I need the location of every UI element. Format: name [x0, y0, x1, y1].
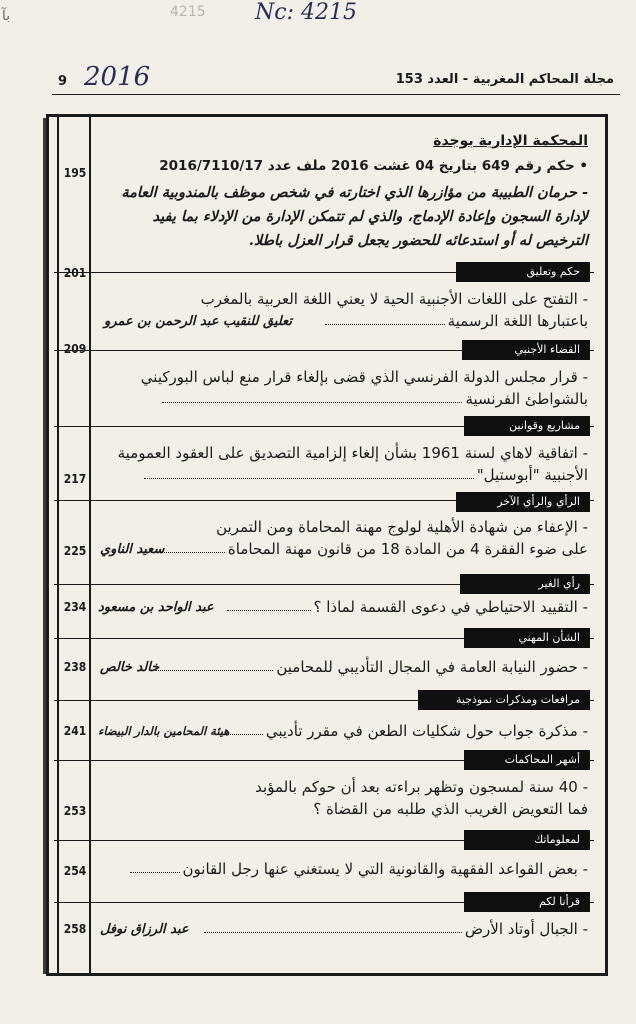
section-banner: حكم وتعليق — [456, 262, 590, 282]
entry-author: عبد الرزاق نوفل — [100, 922, 189, 937]
entry-text: - حضور النيابة العامة في المجال التأديبي للمحامين — [276, 658, 588, 676]
page-ref-238: 238 — [63, 660, 87, 674]
court-heading: المحكمة الإدارية بوجدة — [433, 133, 588, 149]
entry-line: - اتفاقية لاهاي لسنة 1961 بشأن إلغاء إلزامية التصديق على العقود العمومية — [117, 444, 588, 462]
handwritten-stamp: Nc: 4215 — [255, 0, 357, 25]
dot-leader — [144, 472, 474, 479]
decision-summary-line-2: لإدارة السجون وإعادة الإدماج، والذي لم تتمكن الإدارة من الإدلاء بما يفيد — [152, 208, 588, 225]
dot-leader — [325, 318, 445, 325]
entry-line — [152, 658, 588, 676]
page-ref-225: 225 — [63, 544, 87, 558]
entry-text: باعتبارها اللغة الرسمية — [447, 312, 588, 330]
page-ref-254: 254 — [63, 864, 87, 878]
entry-line: فما التعويض الغريب الذي طلبه من القضاة ؟ — [313, 800, 588, 818]
decision-summary-line-3: الترخيص له أو استدعائه للحضور يجعل قرار العزل باطلا. — [248, 232, 588, 249]
section-banner: القضاء الأجنبي — [462, 340, 590, 360]
journal-title: مجلة المحاكم المغربية - العدد 153 — [395, 72, 614, 87]
decision-summary-line-1: - حرمان الطبيبة من مؤازرها الذي اختارته في شخص موظف بالمندوبية العامة — [121, 184, 588, 201]
entry-line: - قرار مجلس الدولة الفرنسي الذي قضى بإلغاء قرار منع لباس البوركيني — [140, 368, 588, 386]
section-banner: الشأن المهني — [464, 628, 590, 648]
entry-line — [141, 466, 588, 484]
entry-line: - 40 سنة لمسجون وتظهر براءته بعد أن حوكم بالمؤبد — [255, 778, 588, 796]
entry-author: هيئة المحامين بالدار البيضاء — [98, 724, 230, 738]
page-ref-209: 209 — [63, 342, 87, 356]
dot-leader — [225, 728, 263, 735]
entry-author: خالد خالص — [100, 660, 160, 675]
entry-author: سعيد الناوي — [100, 542, 165, 557]
entry-line — [224, 598, 588, 616]
page-number: 9 — [58, 74, 68, 89]
entry-text: - التقييد الاحتياطي في دعوى القسمة لماذا ؟ — [313, 598, 588, 616]
entry-text: بالشواطئ الفرنسية — [465, 390, 588, 408]
entry-text: - بعض القواعد الفقهية والقانونية التي لا يستغني عنها رجل القانون — [182, 860, 588, 878]
section-banner: مشاريع وقوانين — [464, 416, 590, 436]
page-ref-253: 253 — [63, 804, 87, 818]
section-banner: مرافعات ومذكرات نموذجية — [418, 690, 590, 710]
entry-line — [201, 920, 588, 938]
corner-mark: ﺑﺂ — [2, 8, 11, 24]
page-ref-234: 234 — [63, 600, 87, 614]
dot-leader — [162, 396, 462, 403]
section-banner: قرأنا لكم — [464, 892, 590, 912]
dot-leader — [204, 926, 462, 933]
entry-line — [159, 390, 588, 408]
page-ref-258: 258 — [63, 922, 87, 936]
header-rule — [52, 94, 620, 95]
section-banner: رأي الغير — [460, 574, 590, 594]
dot-leader — [130, 866, 180, 873]
stamp-ghost-text: 4215 — [170, 4, 206, 20]
dot-leader — [155, 664, 273, 671]
entry-text: - الجبال أوتاد الأرض — [464, 920, 588, 938]
entry-author: عبد الواحد بن مسعود — [98, 600, 214, 615]
section-banner: الرأي والرأي الآخر — [456, 492, 590, 512]
dot-leader — [227, 604, 311, 611]
entry-line: - التفتح على اللغات الأجنبية الحية لا يعني اللغة العربية بالمغرب — [200, 290, 588, 308]
page-ref-201: 201 — [63, 266, 87, 280]
entry-line: - الإعفاء من شهادة الأهلية لولوج مهنة المحاماة ومن التمرين — [216, 518, 588, 536]
page-ref-241: 241 — [63, 724, 87, 738]
handwritten-year: 2016 — [84, 62, 151, 92]
entry-line — [222, 722, 588, 740]
page-ref-195: 195 — [63, 166, 87, 180]
decision-title: • حكم رقم 649 بتاريخ 04 غشت 2016 ملف عدد 2016/7110/17 — [159, 158, 588, 174]
entry-text: - مذكرة جواب حول شكليات الطعن في مقرر تأديبي — [265, 722, 588, 740]
section-banner: لمعلوماتك — [464, 830, 590, 850]
entry-author: تعليق للنقيب عبد الرحمن بن عمرو — [104, 314, 292, 329]
dot-leader — [161, 546, 225, 553]
entry-text: على ضوء الفقرة 4 من المادة 18 من قانون مهنة المحاماة — [227, 540, 588, 558]
entry-line — [127, 860, 589, 878]
entry-text: الأجنبية "أبوستيل" — [476, 466, 588, 484]
entry-line — [322, 312, 588, 330]
entry-line — [158, 540, 588, 558]
page-ref-217: 217 — [63, 472, 87, 486]
section-banner: أشهر المحاكمات — [464, 750, 590, 770]
